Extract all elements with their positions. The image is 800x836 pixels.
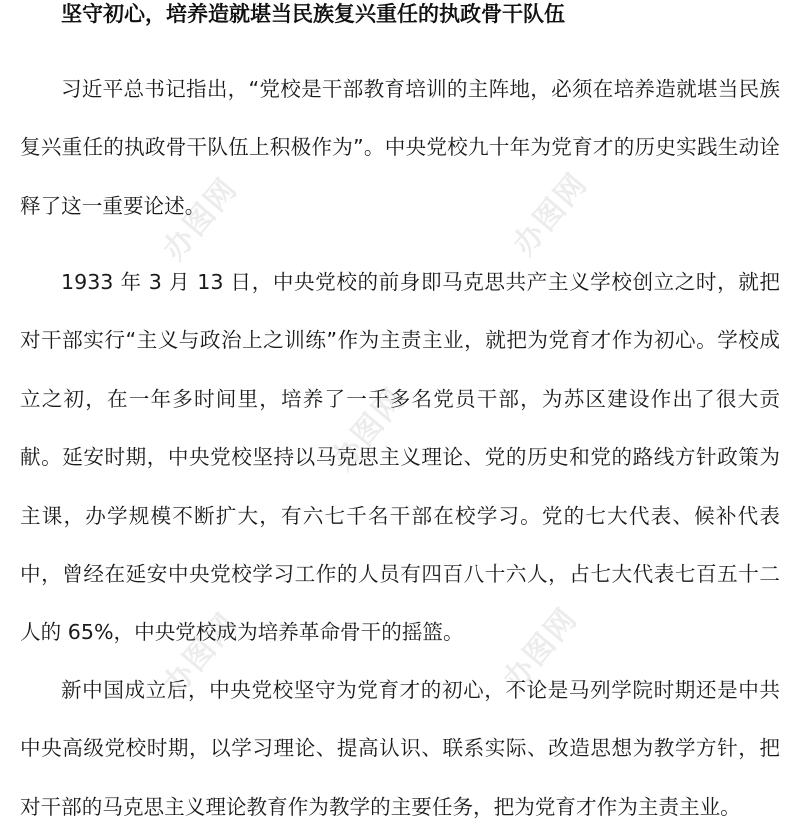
watermark: 办图网 (156, 606, 245, 703)
document-title: 坚守初心，培养造就堪当民族复兴重任的执政骨干队伍 (61, 2, 565, 26)
paragraph-2: 1933 年 3 月 13 日，中央党校的前身即马克思共产主义学校创立之时，就把对干部实行“主义与政治上之训练”作为主责主业，就把为党育才作为初心。学校成立之初，在一年多时间里，培养了一千多名党员干部，为苏区建设作出了很大贡献。延安时期，中央党校坚持以马克思主义理论、党的历史和党的路线方针政策为主课，办学规模不断扩大，有六七千名干部在校学习。党的七大代表、候补代表中，曾经在延安中央党校学习工作的人员有四百八十六人，占七大代表七百五十二人的 65%，中央党校成为培养革命骨干的摇篮。 (20, 270, 780, 645)
watermark: 办图网 (506, 166, 595, 263)
paragraph-1: 习近平总书记指出，“党校是干部教育培训的主阵地，必须在培养造就堪当民族复兴重任的执政骨干队伍上积极作为”。中央党校九十年为党育才的历史实践生动诠释了这一重要论述。 (20, 77, 780, 218)
watermark: 办图网 (496, 601, 585, 698)
watermark: 办图网 (324, 381, 413, 478)
paragraph-3: 新中国成立后，中央党校坚守为党育才的初心，不论是马列学院时期还是中共中央高级党校时期，以学习理论、提高认识、联系实际、改造思想为教学方针，把对干部的马克思主义理论教育作为教学的主要任务，把为党育才作为主责主业。 (20, 678, 780, 819)
watermark: 办图网 (156, 171, 245, 268)
